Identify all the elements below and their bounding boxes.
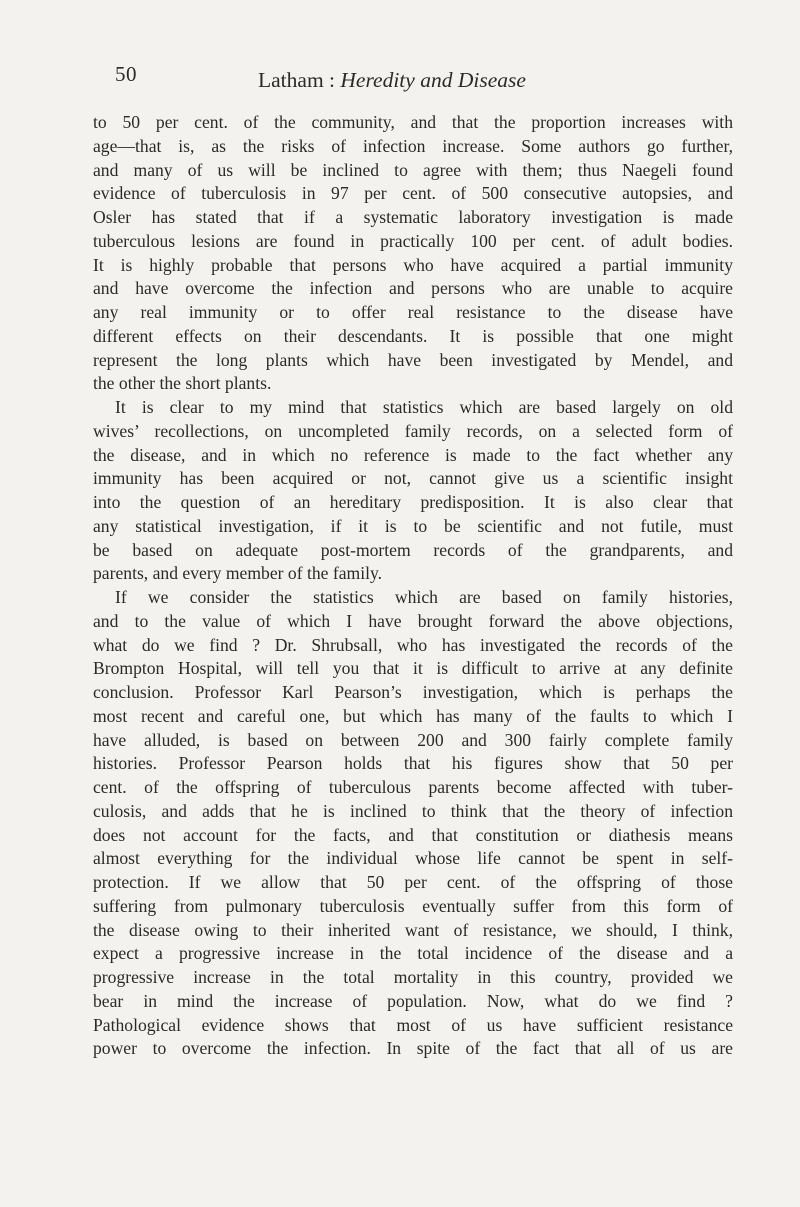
running-head-separator: :: [323, 68, 341, 92]
text-line: and to the value of which I have brought forward the above objections,: [93, 610, 733, 631]
text-line: immunity has been acquired or not, cannot give us a scientific insight: [93, 468, 733, 489]
text-line: If we consider the statistics which are based on family histories,: [115, 587, 733, 607]
text-line: any real immunity or to offer real resistance to the disease have: [93, 302, 733, 322]
body-text: [93, 111, 733, 1061]
text-line: It is highly probable that persons who have acquired a partial immunity: [93, 254, 733, 275]
text-line: cent. of the offspring of tuberculous parents become affected with tuber-: [93, 777, 733, 797]
text-line: be based on adequate post-mortem records of the grandparents, and: [93, 539, 733, 560]
text-line: have alluded, is based on between 200 and 300 fairly complete family: [93, 729, 733, 750]
text-line: to 50 per cent. of the community, and that the proportion increases with: [93, 112, 733, 132]
text-line: the other the short plants.: [93, 373, 272, 394]
text-line: suffering from pulmonary tuberculosis eventually suffer from this form of: [93, 895, 733, 916]
text-line: and have overcome the infection and persons who are unable to acquire: [93, 278, 733, 299]
text-line: culosis, and adds that he is inclined to think that the theory of infection: [93, 800, 733, 821]
text-line: bear in mind the increase of population. Now, what do we find ?: [93, 990, 733, 1011]
text-line: expect a progressive increase in the total incidence of the disease and a: [93, 943, 733, 964]
text-line: the disease owing to their inherited want of resistance, we should, I think,: [93, 919, 733, 940]
text-line: tuberculous lesions are found in practically 100 per cent. of adult bodies.: [93, 230, 733, 251]
text-line: age—that is, as the risks of infection increase. Some authors go further,: [93, 135, 733, 156]
text-line: It is clear to my mind that statistics which are based largely on old: [115, 397, 733, 417]
text-line: conclusion. Professor Karl Pearson’s investigation, which is perhaps the: [93, 682, 733, 702]
text-line: most recent and careful one, but which has many of the faults to which I: [93, 705, 733, 726]
text-line: evidence of tuberculosis in 97 per cent. of 500 consecutive autopsies, and: [93, 183, 733, 204]
running-head-author: Latham: [258, 68, 324, 92]
text-line: Pathological evidence shows that most of us have sufficient resistance: [93, 1014, 733, 1035]
text-line: represent the long plants which have been investigated by Mendel, and: [93, 349, 733, 370]
text-line: almost everything for the individual whose life cannot be spent in self-: [93, 848, 733, 869]
text-line: any statistical investigation, if it is to be scientific and not futile, must: [93, 515, 733, 536]
text-line: wives’ recollections, on uncompleted family records, on a selected form of: [93, 420, 733, 441]
text-line: and many of us will be inclined to agree with them; thus Naegeli found: [93, 159, 733, 180]
running-head: [258, 68, 526, 93]
text-line: different effects on their descendants. It is possible that one might: [93, 325, 733, 346]
text-line: protection. If we allow that 50 per cent. of the offspring of those: [93, 872, 733, 892]
text-line: Osler has stated that if a systematic laboratory investigation is made: [93, 207, 733, 227]
running-head-title: Heredity and Disease: [340, 68, 526, 92]
running-header: [0, 62, 800, 94]
text-line: Brompton Hospital, will tell you that it is difficult to arrive at any definite: [93, 658, 733, 679]
text-line: histories. Professor Pearson holds that his figures show that 50 per: [93, 753, 733, 774]
text-line: the disease, and in which no reference is made to the fact whether any: [93, 444, 733, 465]
text-line: parents, and every member of the family.: [93, 563, 383, 584]
text-line: into the question of an hereditary predisposition. It is also clear that: [93, 492, 733, 512]
text-line: power to overcome the infection. In spite of the fact that all of us are: [93, 1038, 733, 1059]
text-line: does not account for the facts, and that constitution or diathesis means: [93, 824, 733, 845]
text-line: progressive increase in the total mortality in this country, provided we: [93, 967, 733, 987]
page-number: 50: [115, 62, 137, 86]
text-line: what do we find ? Dr. Shrubsall, who has investigated the records of the: [93, 634, 733, 655]
